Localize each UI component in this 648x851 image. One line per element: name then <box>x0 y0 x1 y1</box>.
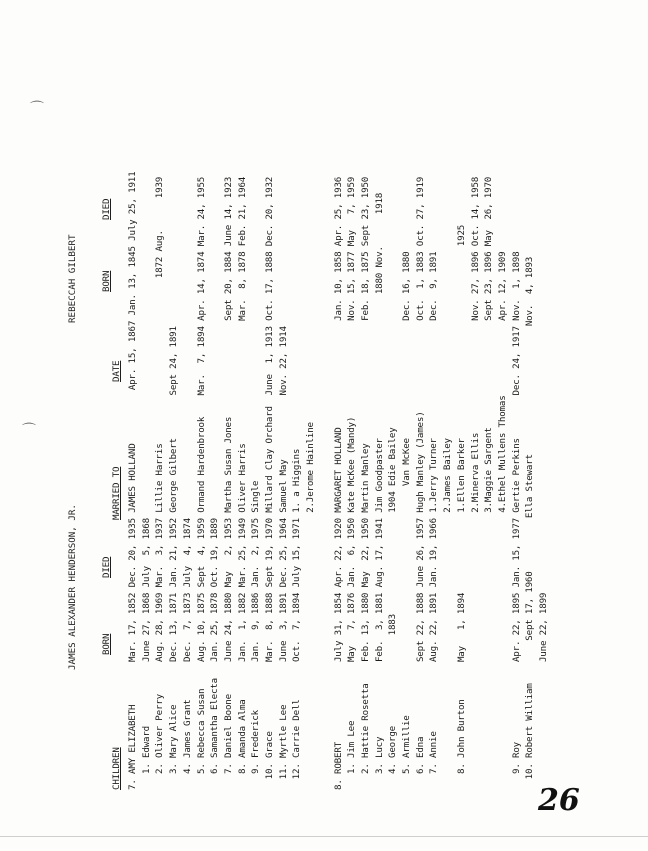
scan-mark: ⌒ <box>30 101 44 117</box>
record-line: 2.Jerome Hainline <box>305 422 317 790</box>
record-line: 8. John Burton May 1, 1894 1.Ellen Barker 1925 <box>455 224 467 790</box>
record-line: 9. Roy Apr. 22, 1895 Jan. 15, 1977 Gertie Perkins Dec. 24, 1917 Nov. 1, 1898 <box>510 251 522 790</box>
record-line: 2. Hattie Rosetta Feb. 13, 1880 May 22, 1950 Martin Manley Feb. 18, 1875 Sept 23, 1950 <box>359 176 371 790</box>
header-married-to: MARRIED TO <box>111 466 122 520</box>
header-died-spouse: DIED <box>101 198 112 220</box>
rotated-genealogy-table <box>40 30 640 790</box>
record-line: 4. James Grant Dec. 7, 1873 July 4, 1874 <box>181 518 193 790</box>
record-line: 7. Daniel Boone June 24, 1880 May 2, 1953 Martha Susan Jones Sept 20, 1884 June 14, 1923 <box>222 176 234 790</box>
record-line: 12. Carrie Dell Oct. 7, 1894 July 15, 1971 1. a Higgins <box>291 448 303 790</box>
record-line: 5. Armillie Van McKee Dec. 16, 1880 <box>401 251 412 790</box>
record-line: 2.James Bailey <box>442 438 454 790</box>
record-line: 1. Jim Lee May 7, 1876 Jan. 6, 1950 Kate McKee (Mandy) Nov. 15, 1877 May 7, 1959 <box>346 176 358 790</box>
record-line: 8. Amanda Alma Jan. 1, 1882 Mar. 25, 1949 Oliver Harris Mar. 8, 1878 Feb. 21, 1964 <box>236 176 248 790</box>
record-line: 8. ROBERT July 31, 1854 Apr. 22, 1920 MARGARET HOLLAND Jan. 10, 1858 Apr. 25, 1936 <box>332 176 344 790</box>
record-line: 10. Grace Mar. 8, 1888 Sept 19, 1970 Millard Clay Orchard June 1, 1913 Oct. 17, 1888 Dec. 20, 1932 <box>264 176 275 790</box>
record-line: 2. Oliver Perry Aug. 28, 1969 Mar. 3, 1937 Lillie Harris 1872 Aug. 1939 <box>154 176 166 790</box>
title-husband: JAMES ALEXANDER HENDERSON, JR. <box>67 504 78 670</box>
header-died: DIED <box>101 556 112 578</box>
title-wife: REBECCAH GILBERT <box>67 234 78 323</box>
record-line: 7. AMY ELIZABETH Mar. 17, 1852 Dec. 20, 1935 JAMES HOLLAND Apr. 15, 1867 Jan. 13, 1845 July 25, 1911 <box>127 171 138 790</box>
record-line: 3.Maggie Sargent Sept 23, 1896 May 26, 1970 <box>483 176 495 790</box>
header-date: DATE <box>111 360 122 382</box>
record-line: 3. Mary Alice Dec. 13, 1871 Jan. 21, 1952 George Gilbert Sept 24, 1891 <box>168 326 180 790</box>
scan-mark: ⌒ <box>22 423 36 439</box>
record-line: 1. Edward June 27, 1868 July 5, 1868 <box>140 518 152 790</box>
record-line: 10. Robert William Sept 17, 1960 Ella Stewart Nov. 4, 1893 <box>524 256 536 790</box>
record-line: 6. Samantha Electa Jan. 25, 1878 Oct. 19, 1889 <box>209 518 221 790</box>
header-born: BORN <box>101 633 112 655</box>
record-line: 2.Minerva Ellis Nov. 27, 1896 Oct. 14, 1958 <box>469 176 481 790</box>
record-line: 9. Frederick Jan. 9, 1886 Jan. 2, 1975 Single <box>250 480 262 790</box>
page-edge-line <box>0 836 648 837</box>
header-children: CHILDREN <box>111 747 122 790</box>
header-born-spouse: BORN <box>101 270 112 292</box>
page-number: 26 <box>538 783 580 818</box>
record-line: 7. Annie Aug. 22, 1891 Jan. 19, 1966 1.Jerry Turner Dec. 9, 1891 <box>428 251 440 790</box>
record-line: 5. Rebecca Susan Aug. 10, 1875 Sept 4, 1959 Ormand Hardenbrook Mar. 7, 1894 Apr. 14, 1874 Mar. 24, 1955 <box>195 176 207 790</box>
record-line: June 22, 1899 <box>538 592 549 790</box>
record-line: 4.Ethel Mullens Thomas Apr. 12, 1909 <box>496 251 508 790</box>
record-line: 4. George 1883 1904 Edie Bailey <box>387 427 399 790</box>
record-line: 11. Myrtle Lee June 3, 1891 Dec. 25, 1964 Samuel May Nov. 22, 1914 <box>277 326 289 790</box>
record-line: 3. Lucy Feb. 3, 1881 Aug. 17, 1941 Jim Goodpaster 1880 Nov. 1918 <box>373 192 385 790</box>
record-line: 6. Edna Sept 22, 1888 June 26, 1957 Hugh Manley (James) Oct. 1, 1883 Oct. 27, 1919 <box>414 176 426 790</box>
